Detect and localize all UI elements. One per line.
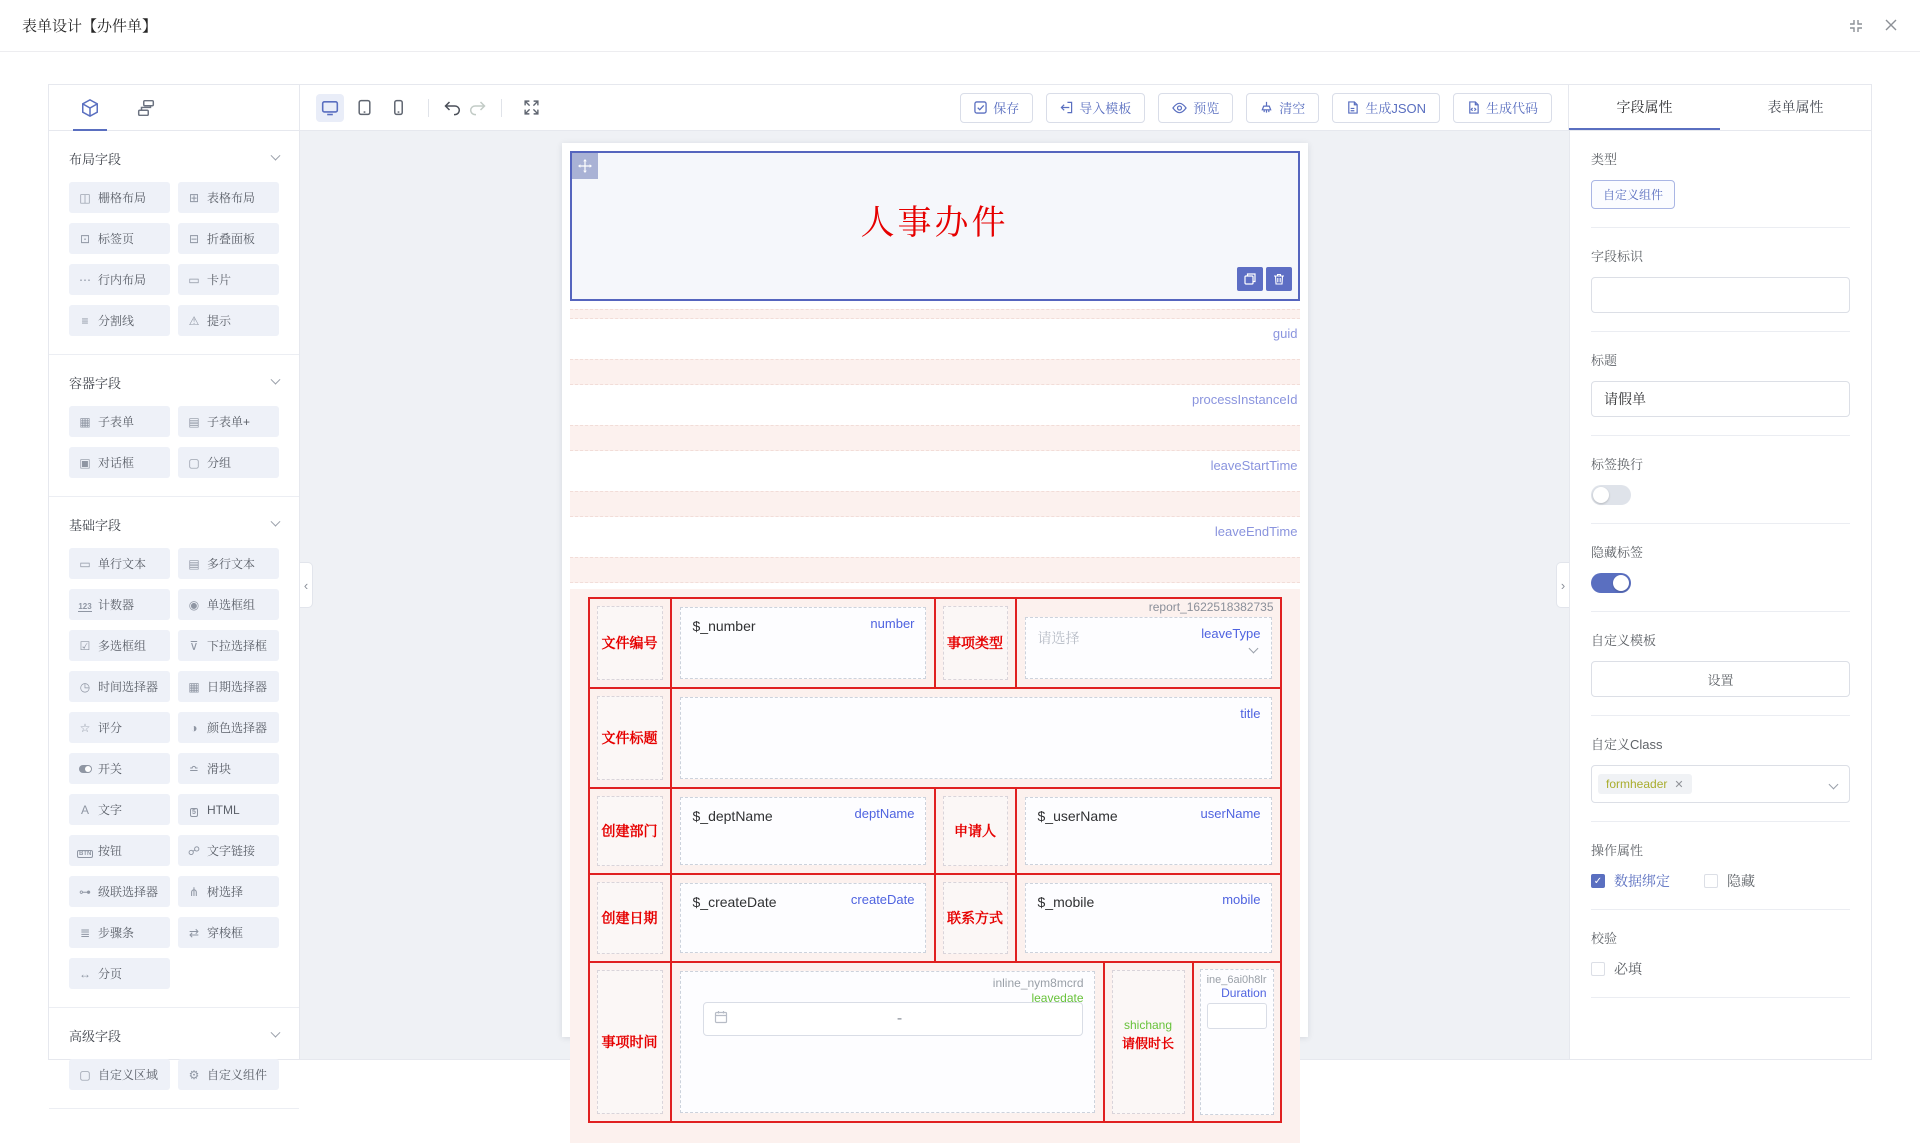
counter-icon: 123 xyxy=(78,601,92,611)
field-cell-title[interactable] xyxy=(670,689,1280,787)
palette-item-dialog[interactable] xyxy=(69,447,170,478)
palette-item-label: 滑块 xyxy=(207,762,232,776)
label-cell[interactable] xyxy=(934,789,1015,873)
palette-item-slider[interactable] xyxy=(178,753,279,784)
palette-section xyxy=(49,497,299,1008)
designer-header xyxy=(49,85,1871,131)
input-icon: ▭ xyxy=(79,556,91,571)
palette-item-label: 树选择 xyxy=(207,885,244,899)
palette-item-rate[interactable] xyxy=(69,712,170,743)
hidden-field-leaveEndTime[interactable] xyxy=(570,517,1300,557)
palette-item-time-picker[interactable] xyxy=(69,671,170,702)
field-label: 联系方式 xyxy=(943,882,1008,954)
palette-item-tree-select[interactable] xyxy=(178,876,279,907)
field-label: 请假时长 xyxy=(1121,1035,1174,1051)
select-placeholder: 请选择 xyxy=(1037,630,1080,646)
palette-item-label: HTML xyxy=(207,802,240,817)
time-picker-icon: ◷ xyxy=(79,679,91,694)
hidden-field-leaveStartTime[interactable] xyxy=(570,451,1300,491)
chevron-down-icon xyxy=(271,375,281,385)
palette-item-custom-area[interactable] xyxy=(69,1059,170,1090)
palette-item-table-layout[interactable] xyxy=(178,182,279,213)
button-label: 导入模板 xyxy=(1079,101,1132,116)
card-icon: ▭ xyxy=(188,272,200,287)
collapse-left-panel-handle[interactable]: ‹ xyxy=(300,562,313,608)
palette-section-title: 高级字段 xyxy=(69,1029,122,1044)
hidden-field-id: leaveEndTime xyxy=(1214,524,1298,539)
label-cell[interactable] xyxy=(590,599,670,687)
palette-item-tabs[interactable] xyxy=(69,223,170,254)
undo-icon[interactable] xyxy=(439,95,465,121)
import-button[interactable] xyxy=(1046,93,1145,123)
custom-area-icon: ▢ xyxy=(79,1067,91,1082)
active-tab-underline xyxy=(73,129,107,131)
custom-class-label: 自定义Class xyxy=(1591,737,1663,752)
field-id: Duration xyxy=(1221,986,1267,1000)
palette-item-label: 下拉选择框 xyxy=(207,639,268,653)
field-id: mobile xyxy=(1222,892,1261,907)
switch-icon xyxy=(77,763,93,775)
divider-icon: ≡ xyxy=(81,313,89,328)
palette-item-label: 自定义组件 xyxy=(207,1068,268,1082)
required-checkbox[interactable]: 必填 xyxy=(1591,959,1850,979)
palette-item-label: 分页 xyxy=(98,967,123,981)
label-cell[interactable] xyxy=(934,599,1015,687)
subform-icon: ▦ xyxy=(79,414,91,429)
table-row xyxy=(590,599,1280,687)
palette-item-cascader[interactable] xyxy=(69,876,170,907)
field-label: 事项类型 xyxy=(943,606,1008,680)
custom-class-select[interactable] xyxy=(1591,765,1850,803)
palette-tabs xyxy=(49,85,300,130)
report-id: report_1622518382735 xyxy=(1148,600,1274,614)
textarea-icon: ▤ xyxy=(188,556,200,571)
text-icon: A xyxy=(80,802,89,817)
palette-item-alert[interactable] xyxy=(178,305,279,336)
palette-item-label: 单选框组 xyxy=(207,598,256,612)
hidden-field-id: guid xyxy=(1272,326,1298,341)
palette-item-grid-layout[interactable] xyxy=(69,182,170,213)
device-mobile-button[interactable] xyxy=(384,94,412,122)
outline-tab-layers-icon[interactable] xyxy=(133,95,159,121)
palette-item-pagination[interactable] xyxy=(69,958,170,989)
calendar-icon xyxy=(714,1010,728,1029)
hide-label-label: 隐藏标签 xyxy=(1591,545,1644,560)
clear-icon xyxy=(1260,101,1273,114)
collapse-right-panel-handle[interactable]: › xyxy=(1556,562,1569,608)
overlay-field-id: shichang xyxy=(1123,1018,1173,1032)
palette-item-group[interactable] xyxy=(178,447,279,478)
window-titlebar xyxy=(0,0,1920,52)
field-label: 创建日期 xyxy=(597,882,663,954)
spacer-row xyxy=(570,557,1300,583)
date-range-separator: - xyxy=(896,1010,903,1027)
validation-label: 校验 xyxy=(1591,931,1618,946)
toolbar-divider xyxy=(428,99,429,117)
field-value: $_mobile xyxy=(1037,894,1095,910)
link-icon: ☍ xyxy=(187,843,201,858)
palette-item-label: 文字链接 xyxy=(207,844,256,858)
field-cell-mobile[interactable] xyxy=(1015,875,1280,961)
checkbox-icon: ☑ xyxy=(79,638,91,653)
palette-section-title: 基础字段 xyxy=(69,518,122,533)
palette-section xyxy=(49,131,299,355)
fullscreen-icon[interactable] xyxy=(518,95,544,121)
components-tab-cube-icon[interactable] xyxy=(77,95,103,121)
palette-item-color-picker[interactable] xyxy=(178,712,279,743)
palette-section-title: 布局字段 xyxy=(69,152,122,167)
group-icon: ▢ xyxy=(188,455,200,470)
drag-handle-move-icon[interactable] xyxy=(572,153,598,179)
palette-section-header[interactable] xyxy=(69,149,279,168)
label-cell[interactable] xyxy=(1103,963,1192,1121)
redo-icon[interactable] xyxy=(465,95,491,121)
tab-form-properties[interactable]: 表单属性 xyxy=(1767,99,1824,115)
transfer-icon: ⇄ xyxy=(188,925,200,940)
type-tag: 自定义组件 xyxy=(1591,180,1675,209)
type-label: 类型 xyxy=(1591,152,1618,167)
field-id: createDate xyxy=(850,892,915,907)
form-table xyxy=(588,597,1282,1123)
field-label: 文件编号 xyxy=(597,606,663,680)
palette-section xyxy=(49,1008,299,1109)
palette-item-label: 分组 xyxy=(207,456,232,470)
palette-item-label: 子表单 xyxy=(98,415,135,429)
palette-section xyxy=(49,355,299,497)
palette-item-date-picker[interactable] xyxy=(178,671,279,702)
palette-item-label: 日期选择器 xyxy=(207,680,268,694)
field-cell-dept-name[interactable] xyxy=(670,789,934,873)
label-cell[interactable] xyxy=(590,689,670,787)
field-id: deptName xyxy=(854,806,915,821)
table-layout-region xyxy=(570,589,1300,1143)
field-label: 事项时间 xyxy=(597,970,663,1114)
field-id: userName xyxy=(1200,806,1261,821)
tree-select-icon: ⋔ xyxy=(188,884,200,899)
field-id: leaveType xyxy=(1201,626,1261,641)
designer-body xyxy=(49,131,1871,1082)
chevron-down-icon xyxy=(271,517,281,527)
hidden-field-id: processInstanceId xyxy=(1191,392,1298,407)
palette-item-label: 折叠面板 xyxy=(207,232,256,246)
button-label: 生成代码 xyxy=(1485,101,1538,116)
html-icon: 5 xyxy=(192,808,196,816)
subform-plus-icon: ▤ xyxy=(188,414,200,429)
remove-tag-icon[interactable]: ✕ xyxy=(1674,778,1684,791)
dialog-icon: ▣ xyxy=(79,455,91,470)
palette-item-link[interactable] xyxy=(178,835,279,866)
title-label: 标题 xyxy=(1591,353,1618,368)
form-header-title: 人事办件 xyxy=(860,204,1009,242)
hide-label-toggle[interactable] xyxy=(1591,573,1631,593)
field-value: $_deptName xyxy=(692,808,773,824)
color-picker-icon: ◑ xyxy=(190,720,198,735)
palette-item-switch[interactable] xyxy=(69,753,170,784)
component-palette xyxy=(49,131,300,1082)
table-row xyxy=(590,961,1280,1121)
field-key-input[interactable] xyxy=(1591,277,1850,313)
table-row xyxy=(590,787,1280,873)
palette-item-label: 按钮 xyxy=(98,844,123,858)
palette-item-label: 级联选择器 xyxy=(98,885,159,899)
device-desktop-button[interactable] xyxy=(316,94,344,122)
palette-item-label: 卡片 xyxy=(207,273,232,287)
action-props-label: 操作属性 xyxy=(1591,843,1644,858)
chevron-down-icon xyxy=(271,1028,281,1038)
clear-button[interactable] xyxy=(1246,93,1319,123)
table-layout-icon: ⊞ xyxy=(188,190,200,205)
palette-item-label: 开关 xyxy=(98,762,123,776)
palette-item-label: 子表单+ xyxy=(207,415,251,429)
field-label: 创建部门 xyxy=(597,796,663,866)
field-id: number xyxy=(870,616,915,631)
field-value: $_userName xyxy=(1037,808,1118,824)
palette-item-steps[interactable] xyxy=(69,917,170,948)
palette-item-label: 步骤条 xyxy=(98,926,135,940)
field-cell-leave-type[interactable] xyxy=(1015,599,1280,687)
palette-item-label: 单行文本 xyxy=(98,557,147,571)
class-tag xyxy=(1598,774,1692,794)
table-row xyxy=(590,687,1280,787)
palette-item-label: 表格布局 xyxy=(207,191,256,205)
field-id: title xyxy=(1240,706,1261,721)
palette-section-title: 容器字段 xyxy=(69,376,122,391)
palette-item-label: 标签页 xyxy=(98,232,135,246)
palette-section-header[interactable] xyxy=(69,515,279,534)
spacer-row xyxy=(570,491,1300,517)
palette-item-collapse-panel[interactable] xyxy=(178,223,279,254)
button-icon: BTN xyxy=(79,850,92,857)
slider-icon: ≏ xyxy=(188,761,200,776)
hidden-field-rows xyxy=(570,309,1300,583)
json-button[interactable] xyxy=(1332,93,1440,123)
page-title: 表单设计【办件单】 xyxy=(22,18,158,35)
tab-field-properties[interactable]: 字段属性 xyxy=(1569,85,1720,130)
custom-template-settings-button[interactable]: 设置 xyxy=(1591,661,1850,697)
palette-item-label: 计数器 xyxy=(98,598,135,612)
custom-template-label: 自定义模板 xyxy=(1591,633,1657,648)
class-tag-text: formheader xyxy=(1606,777,1668,791)
table-row xyxy=(590,873,1280,961)
delete-component-icon[interactable] xyxy=(1266,267,1292,291)
palette-item-text[interactable] xyxy=(69,794,170,825)
close-icon[interactable] xyxy=(1884,18,1898,34)
radio-icon: ◉ xyxy=(188,597,200,612)
palette-item-label: 栅格布局 xyxy=(98,191,147,205)
label-wrap-label: 标签换行 xyxy=(1591,457,1644,472)
inline-id: ine_6ai0h8lr xyxy=(1206,974,1267,986)
palette-item-radio[interactable] xyxy=(178,589,279,620)
device-tablet-button[interactable] xyxy=(350,94,378,122)
field-cell-number[interactable] xyxy=(670,599,934,687)
save-button[interactable] xyxy=(960,93,1033,123)
field-value: $_number xyxy=(692,618,756,634)
hidden-field-processInstanceId[interactable] xyxy=(570,385,1300,425)
compress-icon[interactable] xyxy=(1848,18,1864,34)
data-binding-checkbox[interactable]: ✓ 数据绑定 xyxy=(1591,871,1670,891)
palette-item-label: 时间选择器 xyxy=(98,680,159,694)
field-cell-leave-date[interactable] xyxy=(670,963,1103,1121)
palette-item-subform[interactable] xyxy=(69,406,170,437)
palette-item-label: 文字 xyxy=(98,803,123,817)
preview-icon xyxy=(1172,102,1187,114)
field-label: 文件标题 xyxy=(597,696,663,780)
form-designer xyxy=(48,84,1872,1082)
cascader-icon: ⊶ xyxy=(79,884,91,899)
chevron-down-icon xyxy=(1248,644,1258,654)
palette-item-transfer[interactable] xyxy=(178,917,279,948)
json-icon xyxy=(1346,101,1359,114)
label-cell[interactable] xyxy=(590,789,670,873)
field-cell-create-date[interactable] xyxy=(670,875,934,961)
spacer-row xyxy=(570,359,1300,385)
form-page xyxy=(562,143,1308,1051)
spacer-row xyxy=(570,425,1300,451)
palette-item-subform-plus[interactable] xyxy=(178,406,279,437)
toolbar-divider xyxy=(501,99,502,117)
field-label: 申请人 xyxy=(943,796,1008,866)
palette-item-custom-component[interactable] xyxy=(178,1059,279,1090)
palette-item-counter[interactable] xyxy=(69,589,170,620)
date-range-picker[interactable] xyxy=(703,1002,1083,1036)
hidden-field-id: leaveStartTime xyxy=(1210,458,1298,473)
custom-component-icon: ⚙ xyxy=(188,1067,200,1082)
copy-component-icon[interactable] xyxy=(1237,267,1263,291)
label-cell[interactable] xyxy=(590,963,670,1121)
palette-item-label: 行内布局 xyxy=(98,273,147,287)
rate-icon: ☆ xyxy=(79,720,91,735)
palette-section-header[interactable] xyxy=(69,373,279,392)
alert-icon: ⚠ xyxy=(188,313,200,328)
palette-item-card[interactable] xyxy=(178,264,279,295)
palette-item-label: 颜色选择器 xyxy=(207,721,268,735)
toolbar-actions xyxy=(960,93,1552,123)
hidden-checkbox[interactable]: 隐藏 xyxy=(1704,871,1755,891)
title-input[interactable] xyxy=(1591,381,1850,417)
steps-icon: ≣ xyxy=(79,925,91,940)
field-id: leavedate xyxy=(1031,991,1084,1005)
properties-tabs xyxy=(1569,85,1871,130)
palette-item-label: 评分 xyxy=(98,721,123,735)
field-cell-user-name[interactable] xyxy=(1015,789,1280,873)
palette-item-button[interactable] xyxy=(69,835,170,866)
chevron-down-icon xyxy=(1829,780,1839,790)
duration-input[interactable] xyxy=(1207,1003,1267,1029)
palette-item-label: 多选框组 xyxy=(98,639,147,653)
select-icon: ⊽ xyxy=(189,638,199,653)
tabs-icon: ⊡ xyxy=(79,231,91,246)
pagination-icon: ↔ xyxy=(79,966,91,981)
field-cell-duration[interactable] xyxy=(1192,963,1280,1121)
hidden-field-guid[interactable] xyxy=(570,319,1300,359)
palette-item-label: 穿梭框 xyxy=(207,926,244,940)
save-icon xyxy=(974,101,987,114)
palette-item-textarea[interactable] xyxy=(178,548,279,579)
palette-item-input[interactable] xyxy=(69,548,170,579)
date-picker-icon: ▦ xyxy=(188,679,200,694)
palette-item-checkbox[interactable] xyxy=(69,630,170,661)
preview-button[interactable] xyxy=(1158,93,1233,123)
palette-item-label: 提示 xyxy=(207,314,232,328)
canvas-toolbar xyxy=(300,85,1569,130)
inline-id: inline_nym8mcrd xyxy=(992,976,1084,990)
button-label: 清空 xyxy=(1279,101,1306,116)
inline-layout-icon: ⋯ xyxy=(79,272,91,287)
palette-section-header[interactable] xyxy=(69,1026,279,1045)
field-key-label: 字段标识 xyxy=(1591,249,1644,264)
selected-header-component[interactable] xyxy=(570,151,1300,301)
code-icon xyxy=(1467,101,1480,114)
spacer-row xyxy=(570,309,1300,319)
field-properties-panel xyxy=(1569,131,1871,1059)
palette-item-label: 自定义区域 xyxy=(98,1068,159,1082)
label-cell[interactable] xyxy=(590,875,670,961)
palette-item-label: 多行文本 xyxy=(207,557,256,571)
design-canvas[interactable] xyxy=(300,131,1569,1059)
label-cell[interactable] xyxy=(934,875,1015,961)
palette-item-select[interactable] xyxy=(178,630,279,661)
palette-item-label: 分割线 xyxy=(98,314,135,328)
palette-item-divider[interactable] xyxy=(69,305,170,336)
label-wrap-toggle[interactable] xyxy=(1591,485,1631,505)
field-value: $_createDate xyxy=(692,894,777,910)
button-label: 预览 xyxy=(1193,101,1220,116)
button-label: 保存 xyxy=(993,101,1020,116)
chevron-down-icon xyxy=(271,151,281,161)
code-button[interactable] xyxy=(1453,93,1552,123)
palette-item-inline-layout[interactable] xyxy=(69,264,170,295)
grid-layout-icon: ◫ xyxy=(79,190,91,205)
palette-item-label: 对话框 xyxy=(98,456,135,470)
import-icon xyxy=(1060,101,1073,114)
palette-item-html[interactable] xyxy=(178,794,279,825)
collapse-panel-icon: ⊟ xyxy=(188,231,200,246)
button-label: 生成JSON xyxy=(1365,101,1426,116)
